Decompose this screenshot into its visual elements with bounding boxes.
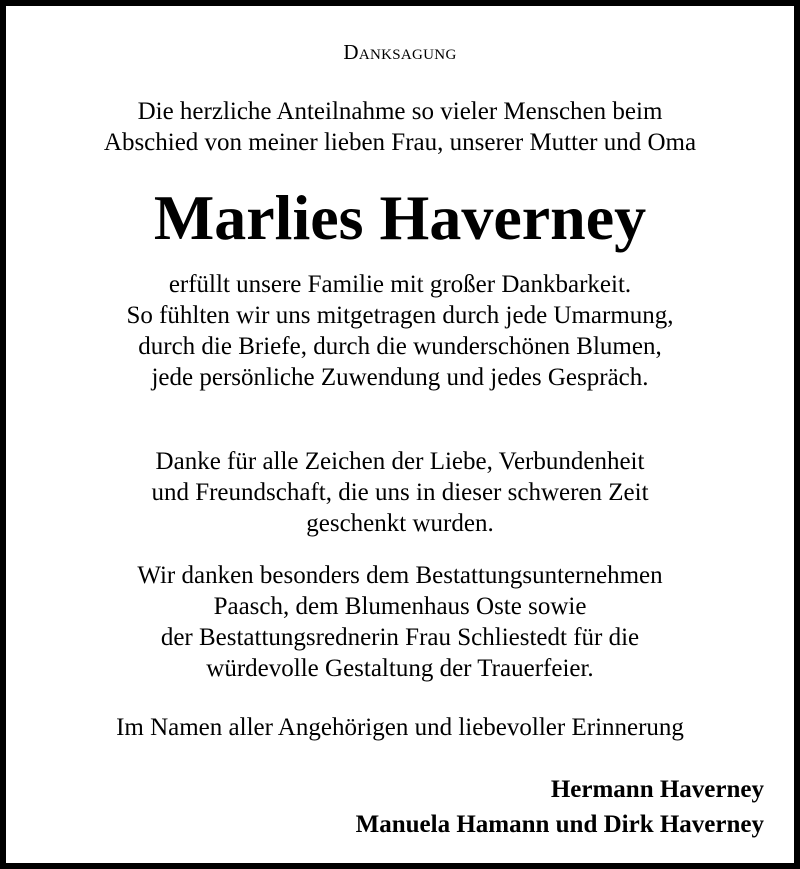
closing-line: Im Namen aller Angehörigen und liebevoller Erinnerung bbox=[116, 714, 684, 741]
intro-line: Abschied von meiner lieben Frau, unserer Mutter und Oma bbox=[103, 129, 697, 156]
paragraph-line: Wir danken besonders dem Bestattungsunternehmen bbox=[137, 562, 663, 589]
paragraph-line: der Bestattungsrednerin Frau Schliestedt für die bbox=[160, 624, 640, 651]
thanks-paragraph bbox=[12, 446, 788, 539]
paragraph-line: geschenkt wurden. bbox=[306, 510, 494, 537]
signature-name: Hermann Haverney bbox=[550, 776, 764, 803]
gratitude-paragraph bbox=[12, 269, 788, 393]
intro-paragraph bbox=[12, 96, 788, 158]
paragraph-line: durch die Briefe, durch die wunderschönen Blumen, bbox=[138, 333, 662, 360]
special-thanks-paragraph bbox=[12, 560, 788, 684]
signature-name: Manuela Hamann und Dirk Haverney bbox=[355, 811, 764, 838]
notice-heading: Danksagung bbox=[343, 40, 457, 64]
deceased-name: Marlies Haverney bbox=[153, 182, 647, 253]
paragraph-line: würdevolle Gestaltung der Trauerfeier. bbox=[206, 655, 594, 682]
paragraph-line: jede persönliche Zuwendung und jedes Gespräch. bbox=[151, 364, 649, 391]
signatures bbox=[356, 772, 764, 842]
intro-line: Die herzliche Anteilnahme so vieler Menschen beim bbox=[137, 98, 663, 125]
paragraph-line: So fühlten wir uns mitgetragen durch jede Umarmung, bbox=[126, 302, 674, 329]
paragraph-line: Paasch, dem Blumenhaus Oste sowie bbox=[213, 593, 587, 620]
paragraph-line: und Freundschaft, die uns in dieser schweren Zeit bbox=[151, 479, 649, 506]
paragraph-line: erfüllt unsere Familie mit großer Dankbarkeit. bbox=[168, 271, 632, 298]
paragraph-line: Danke für alle Zeichen der Liebe, Verbundenheit bbox=[155, 448, 645, 475]
